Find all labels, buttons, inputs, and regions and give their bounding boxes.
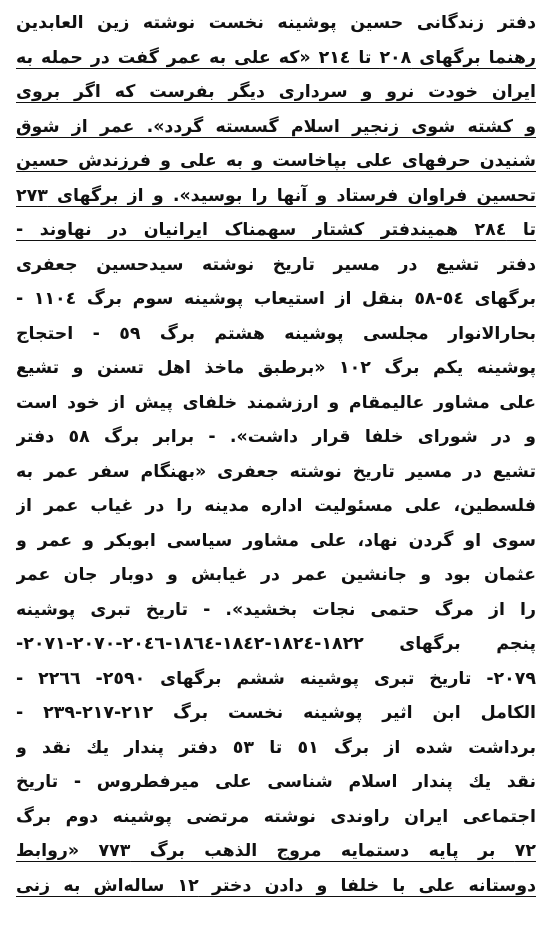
text-line: تحسین فراوان فرستاد و آنها را بوسید». و از برگهای ۲۷۳ xyxy=(16,185,536,206)
text-line: ۲۰۷۹- تاریخ تبری پوشینه ششم برگهای ۲٥۹۰- ۲۲٦٦ - xyxy=(16,668,536,689)
text-line: دفتر زندگانی حسین پوشینه نخست نوشته زین العابدین xyxy=(16,13,536,33)
text-line: بحارالانوار مجلسی پوشینه هشتم برگ ٥۹ - احتجاج xyxy=(16,323,536,344)
text-line: تشیع در مسیر تاریخ نوشته جعفری «بهنگام سفر عمر به xyxy=(16,461,536,482)
text-line: دفتر تشیع در مسیر تاریخ نوشته سیدحسین جعفری xyxy=(16,254,536,275)
text-line: و کشته شوی زنجیر اسلام گسسته گردد». عمر از شوق xyxy=(16,116,536,137)
text-line: اجتماعی ایران راوندی نوشته مرتضی پوشینه دوم برگ xyxy=(16,806,536,827)
text-line: ۷۲ بر پایه دستمایه مروج الذهب برگ ۷۷۳ «روابط xyxy=(16,841,536,861)
text-line: برداشت شده از برگ ٥۱ تا ٥۳ دفتر پندار یك نقد و xyxy=(16,737,536,758)
text-line: پنجم برگهای ۱۸۲۲-۱۸۲٤-۱۸٤۲-۱۸٦٤-۲۰٤٦-۲۰۷۰-۲۰۷۱- xyxy=(16,634,536,654)
text-line: الکامل ابن اثیر پوشینه نخست برگ ۲۱۲-۲۱۷-۲۳۹ - xyxy=(16,703,536,723)
text-line: نقد یك پندار اسلام شناسی علی میرفطروس - تاریخ xyxy=(16,772,536,792)
text-line: پوشینه یکم برگ ۱۰۲ «برطبق ماخذ اهل تسنن و تشیع xyxy=(16,358,536,378)
text-line: را از مرگ حتمی نجات بخشید». - تاریخ تبری پوشینه xyxy=(16,599,536,620)
text-line: رهنما برگهای ۲۰۸ تا ۲۱٤ «که علی به عمر گفت در حمله به xyxy=(16,47,536,68)
text-line: و در شورای خلفا قرار داشت». - برابر برگ ٥۸ دفتر xyxy=(16,427,536,447)
text-line: فلسطین، علی مسئولیت اداره مدینه را در غیاب عمر از xyxy=(16,496,536,516)
text-line: علی مشاور عالیمقام و ارزشمند خلفای پیش از خود است xyxy=(16,392,536,413)
text-line: دوستانه علی با خلفا و دادن دختر ۱۲ ساله‌اش به زنی xyxy=(16,875,536,896)
text-line: ایران خودت نرو و سرداری دیگر بفرست که اگر بروی xyxy=(16,82,536,102)
text-line: برگهای ٥٤-٥٨ بنقل از استیعاب پوشینه سوم برگ ۱۱۰٤ - xyxy=(16,289,536,309)
body-text xyxy=(16,6,536,903)
text-line: تا ۲۸٤ همیندفتر کشتار سهمناک ایرانیان در نهاوند - xyxy=(16,220,536,240)
text-line: شنیدن حرفهای علی بپاخاست و به علی و فرزندش حسین xyxy=(16,151,536,171)
text-line: عثمان بود و جانشین عمر در غیابش و دوبار جان عمر xyxy=(16,565,536,585)
text-line: سوی او گردن نهاد، علی مشاور سیاسی ابوبکر و عمر و xyxy=(16,530,536,551)
